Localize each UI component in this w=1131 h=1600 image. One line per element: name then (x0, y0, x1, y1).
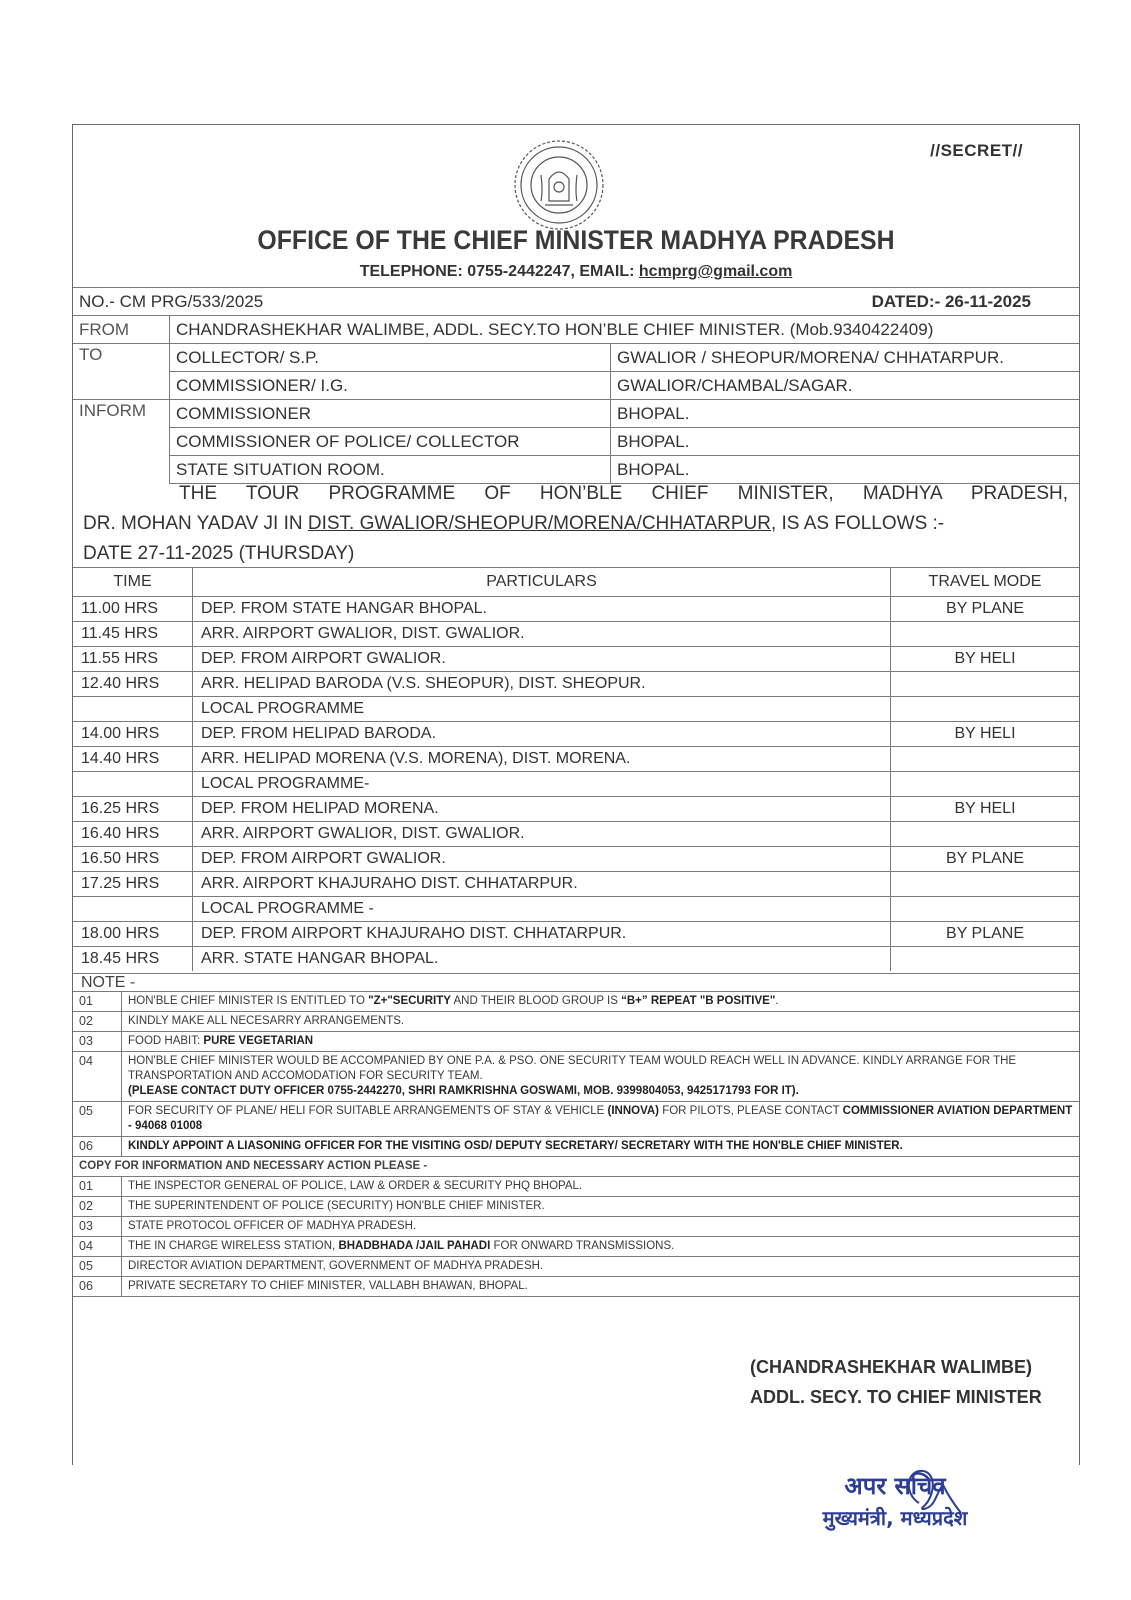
stamp-line-2: मुख्यमंत्री, मध्यप्रदेश (822, 1506, 968, 1530)
schedule-row (73, 797, 1079, 822)
dated-value: DATED:- 26-11-2025 (611, 288, 1080, 316)
note-row (73, 1137, 1079, 1157)
to-row (73, 372, 1079, 400)
copy-row (73, 1237, 1079, 1257)
schedule-travel-mode (891, 747, 1080, 772)
item-number: 04 (73, 1052, 122, 1102)
schedule-body (73, 597, 1079, 972)
schedule-particulars: LOCAL PROGRAMME- (193, 772, 891, 797)
copy-row (73, 1177, 1079, 1197)
item-text (122, 1237, 1080, 1257)
schedule-time (73, 897, 193, 922)
signatory-designation: ADDL. SECY. TO CHIEF MINISTER (750, 1387, 1042, 1407)
copy-heading-text: COPY FOR INFORMATION AND NECESSARY ACTION PLEASE - (73, 1157, 1079, 1177)
schedule-row (73, 722, 1079, 747)
item-text-bold: "Z+"SECURITY (368, 995, 451, 1007)
item-text-part: THE SUPERINTENDENT OF POLICE (SECURITY) HON'BLE CHIEF MINISTER. (128, 1200, 545, 1212)
contact-line (73, 263, 1079, 281)
schedule-time: 16.50 HRS (73, 847, 193, 872)
item-number: 01 (73, 992, 122, 1012)
schedule-time: 16.25 HRS (73, 797, 193, 822)
schedule-time: 14.40 HRS (73, 747, 193, 772)
schedule-time: 18.45 HRS (73, 947, 193, 972)
item-text (122, 1197, 1080, 1217)
inform-place: BHOPAL. (611, 456, 1080, 484)
note-row (73, 1052, 1079, 1102)
inform-place: BHOPAL. (611, 428, 1080, 456)
col-particulars: PARTICULARS (193, 568, 891, 597)
from-row (73, 316, 1079, 344)
official-stamp (810, 1470, 980, 1534)
from-label: FROM (73, 316, 170, 344)
item-number: 03 (73, 1217, 122, 1237)
notes-heading-text: NOTE - (73, 974, 1079, 992)
reference-row (73, 288, 1079, 316)
inform-label: INFORM (73, 400, 170, 484)
schedule-particulars: ARR. STATE HANGAR BHOPAL. (193, 947, 891, 972)
item-number: 06 (73, 1277, 122, 1297)
item-text-part: FOR ONWARD TRANSMISSIONS. (490, 1240, 675, 1252)
item-text-part: PRIVATE SECRETARY TO CHIEF MINISTER, VALLABH BHAWAN, BHOPAL. (128, 1280, 528, 1292)
schedule-travel-mode: BY PLANE (891, 847, 1080, 872)
schedule-row (73, 897, 1079, 922)
item-text (122, 992, 1080, 1012)
schedule-time (73, 697, 193, 722)
item-text-part: AND THEIR BLOOD GROUP IS (450, 995, 622, 1007)
schedule-time: 14.00 HRS (73, 722, 193, 747)
schedule-particulars: ARR. AIRPORT GWALIOR, DIST. GWALIOR. (193, 622, 891, 647)
signatory-block (750, 1352, 1050, 1412)
to-place: GWALIOR/CHAMBAL/SAGAR. (611, 372, 1080, 400)
schedule-particulars: DEP. FROM HELIPAD MORENA. (193, 797, 891, 822)
item-text (122, 1137, 1080, 1157)
schedule-row (73, 622, 1079, 647)
item-text (122, 1277, 1080, 1297)
schedule-particulars: ARR. HELIPAD MORENA (V.S. MORENA), DIST. MORENA. (193, 747, 891, 772)
schedule-time: 11.55 HRS (73, 647, 193, 672)
tour-date: DATE 27-11-2025 (THURSDAY) (83, 543, 355, 564)
copy-row (73, 1217, 1079, 1237)
schedule-time: 12.40 HRS (73, 672, 193, 697)
districts-underlined: DIST. GWALIOR/SHEOPUR/MORENA/CHHATARPUR (307, 513, 771, 534)
from-value: CHANDRASHEKHAR WALIMBE, ADDL. SECY.TO HON’BLE CHIEF MINISTER. (Mob.9340422409) (170, 316, 1080, 344)
item-text-bold: KINDLY APPOINT A LIASONING OFFICER FOR THE VISITING OSD/ DEPUTY SECRETARY/ SECRETARY WITH THE HON'BLE CHIEF MINISTER. (128, 1140, 903, 1152)
schedule-row (73, 597, 1079, 622)
schedule-row (73, 772, 1079, 797)
schedule-travel-mode: BY HELI (891, 647, 1080, 672)
classification-label: //SECRET// (930, 141, 1023, 160)
schedule-particulars: LOCAL PROGRAMME - (193, 897, 891, 922)
schedule-header-row (73, 568, 1079, 597)
schedule-row (73, 847, 1079, 872)
notes-table (73, 973, 1079, 1297)
schedule-time: 11.00 HRS (73, 597, 193, 622)
item-text-part: THE IN CHARGE WIRELESS STATION, (128, 1240, 339, 1252)
schedule-row (73, 922, 1079, 947)
to-label: TO (73, 344, 170, 400)
item-number: 05 (73, 1102, 122, 1137)
item-text-bold: “B+” REPEAT "B POSITIVE" (621, 995, 776, 1007)
item-text-part: HON'BLE CHIEF MINISTER IS ENTITLED TO (128, 995, 369, 1007)
item-text-part: FOR SECURITY OF PLANE/ HELI FOR SUITABLE ARRANGEMENTS OF STAY & VEHICLE (128, 1105, 608, 1117)
schedule-particulars: DEP. FROM AIRPORT GWALIOR. (193, 647, 891, 672)
item-text-bold: BHADBHADA /JAIL PAHADI (338, 1240, 491, 1252)
item-text-part: HON'BLE CHIEF MINISTER WOULD BE ACCOMPANIED BY ONE P.A. & PSO. ONE SECURITY TEAM WOULD REACH WELL IN ADVANCE. KINDLY ARRANGE FOR THE TRANSPORTATION AND ACCOMODATION FOR SECURITY TEAM. (128, 1055, 1017, 1082)
schedule-row (73, 697, 1079, 722)
item-number: 04 (73, 1237, 122, 1257)
item-text-part: . (775, 995, 779, 1007)
inform-row (73, 428, 1079, 456)
to-row (73, 344, 1079, 372)
copy-row (73, 1257, 1079, 1277)
schedule-particulars: DEP. FROM STATE HANGAR BHOPAL. (193, 597, 891, 622)
schedule-particulars: ARR. HELIPAD BARODA (V.S. SHEOPUR), DIST. SHEOPUR. (193, 672, 891, 697)
telephone-label: TELEPHONE: 0755-2442247, EMAIL: (359, 263, 639, 280)
schedule-particulars: DEP. FROM HELIPAD BARODA. (193, 722, 891, 747)
item-text (122, 1102, 1080, 1137)
schedule-row (73, 822, 1079, 847)
schedule-row (73, 672, 1079, 697)
schedule-particulars: ARR. AIRPORT KHAJURAHO DIST. CHHATARPUR. (193, 872, 891, 897)
schedule-table (73, 567, 1079, 971)
copy-row (73, 1197, 1079, 1217)
note-row (73, 992, 1079, 1012)
state-emblem-icon (509, 135, 609, 235)
intro-line-2 (83, 509, 1068, 539)
schedule-travel-mode (891, 622, 1080, 647)
col-time: TIME (73, 568, 193, 597)
schedule-travel-mode (891, 947, 1080, 972)
item-number: 02 (73, 1012, 122, 1032)
notes-body (73, 974, 1079, 1297)
schedule-travel-mode (891, 772, 1080, 797)
intro-suffix: , IS AS FOLLOWS :- (770, 513, 945, 534)
schedule-particulars: DEP. FROM AIRPORT GWALIOR. (193, 847, 891, 872)
inform-office: COMMISSIONER OF POLICE/ COLLECTOR (170, 428, 611, 456)
copy-row (73, 1277, 1079, 1297)
schedule-travel-mode: BY PLANE (891, 597, 1080, 622)
copy-heading (73, 1157, 1079, 1177)
schedule-time: 17.25 HRS (73, 872, 193, 897)
item-text-bold: PURE VEGETARIAN (203, 1035, 314, 1047)
item-text (122, 1012, 1080, 1032)
inform-row (73, 400, 1079, 428)
item-text-bold: COMMISSIONER AVIATION DEPARTMENT - 94068 01008 (128, 1105, 1073, 1132)
schedule-row (73, 947, 1079, 972)
item-text-part: FOR PILOTS, PLEASE CONTACT (659, 1105, 843, 1117)
schedule-row (73, 747, 1079, 772)
schedule-travel-mode: BY HELI (891, 797, 1080, 822)
notes-heading (73, 974, 1079, 992)
note-row (73, 1032, 1079, 1052)
office-title: OFFICE OF THE CHIEF MINISTER MADHYA PRADESH (257, 225, 895, 255)
schedule-travel-mode (891, 897, 1080, 922)
schedule-time (73, 772, 193, 797)
schedule-particulars: LOCAL PROGRAMME (193, 697, 891, 722)
schedule-time: 11.45 HRS (73, 622, 193, 647)
schedule-time: 16.40 HRS (73, 822, 193, 847)
intro-line-1: THE TOUR PROGRAMME OF HON’BLE CHIEF MINISTER, MADHYA PRADESH, (179, 483, 1068, 504)
schedule-row (73, 647, 1079, 672)
item-number: 02 (73, 1197, 122, 1217)
item-text-bold: (INNOVA) (607, 1105, 660, 1117)
col-travel-mode: TRAVEL MODE (891, 568, 1080, 597)
item-text-part: STATE PROTOCOL OFFICER OF MADHYA PRADESH. (128, 1220, 417, 1232)
intro-prefix: DR. MOHAN YADAV JI IN (83, 513, 308, 534)
to-office: COLLECTOR/ S.P. (170, 344, 611, 372)
inform-office: STATE SITUATION ROOM. (170, 456, 611, 484)
inform-office: COMMISSIONER (170, 400, 611, 428)
item-number: 03 (73, 1032, 122, 1052)
schedule-particulars: DEP. FROM AIRPORT KHAJURAHO DIST. CHHATARPUR. (193, 922, 891, 947)
note-row (73, 1102, 1079, 1137)
item-text (122, 1032, 1080, 1052)
schedule-particulars: ARR. AIRPORT GWALIOR, DIST. GWALIOR. (193, 822, 891, 847)
item-text-part: THE INSPECTOR GENERAL OF POLICE, LAW & ORDER & SECURITY PHQ BHOPAL. (128, 1180, 583, 1192)
stamp-line-1: अपर सचिव (844, 1472, 946, 1500)
to-office: COMMISSIONER/ I.G. (170, 372, 611, 400)
item-contact-line: (PLEASE CONTACT DUTY OFFICER 0755-2442270, SHRI RAMKRISHNA GOSWAMI, MOB. 9399804053, 9425171793 FOR IT). (128, 1085, 799, 1097)
item-text (122, 1257, 1080, 1277)
schedule-row (73, 872, 1079, 897)
item-text-part: DIRECTOR AVIATION DEPARTMENT, GOVERNMENT OF MADHYA PRADESH. (128, 1260, 544, 1272)
item-text-part: FOOD HABIT: (128, 1035, 204, 1047)
signatory-name: (CHANDRASHEKHAR WALIMBE) (750, 1357, 1032, 1377)
note-row (73, 1012, 1079, 1032)
schedule-travel-mode (891, 697, 1080, 722)
schedule-time: 18.00 HRS (73, 922, 193, 947)
item-text-part: KINDLY MAKE ALL NECESARRY ARRANGEMENTS. (128, 1015, 405, 1027)
schedule-travel-mode (891, 672, 1080, 697)
schedule-travel-mode: BY HELI (891, 722, 1080, 747)
schedule-travel-mode (891, 872, 1080, 897)
email-link[interactable]: hcmprg@gmail.com (638, 263, 793, 280)
inform-place: BHOPAL. (611, 400, 1080, 428)
tour-intro (83, 479, 1068, 539)
item-number: 06 (73, 1137, 122, 1157)
routing-table (73, 287, 1079, 484)
reference-number: NO.- CM PRG/533/2025 (73, 288, 611, 316)
item-text (122, 1177, 1080, 1197)
item-number: 01 (73, 1177, 122, 1197)
schedule-travel-mode (891, 822, 1080, 847)
to-place: GWALIOR / SHEOPUR/MORENA/ CHHATARPUR. (611, 344, 1080, 372)
item-number: 05 (73, 1257, 122, 1277)
item-text (122, 1052, 1080, 1102)
item-text (122, 1217, 1080, 1237)
schedule-travel-mode: BY PLANE (891, 922, 1080, 947)
letter-page (72, 124, 1080, 1465)
